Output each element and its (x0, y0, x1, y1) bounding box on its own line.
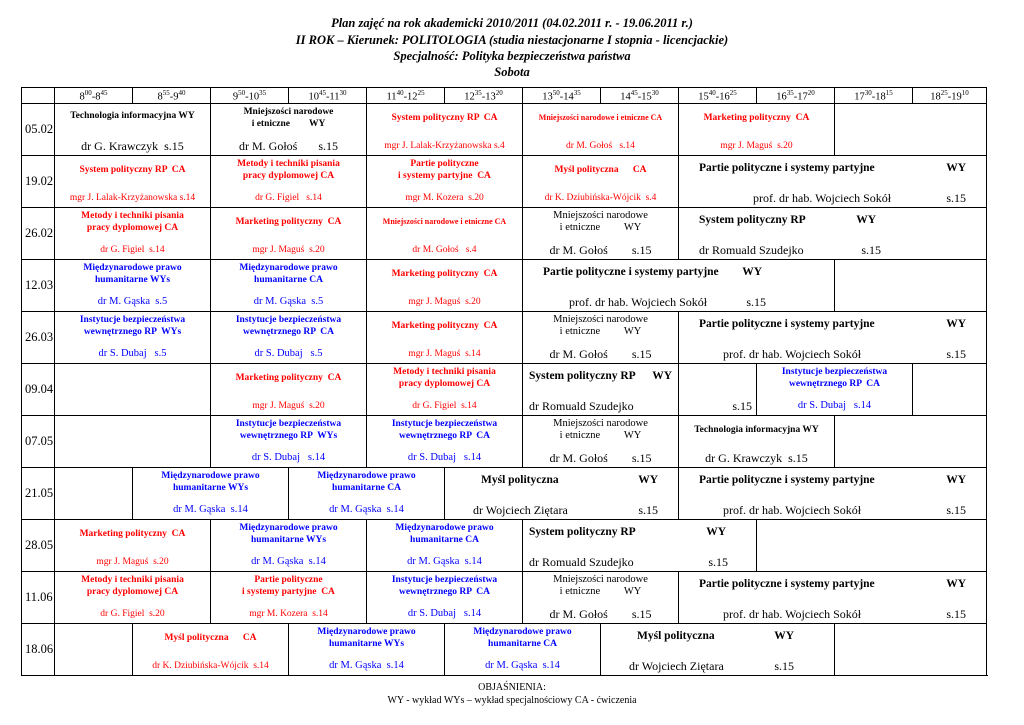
class-cell: Technologia informacyjna WY dr G. Krawczyk s.15 (55, 104, 211, 156)
class-cell: Myśl polityczna CA dr K. Dziubińska-Wójcik s.4 (523, 156, 679, 208)
empty-cell (835, 416, 987, 468)
class-cell: Marketing polityczny CA mgr J. Maguś s.20 (367, 260, 523, 312)
class-cell: Partie polityczne i systemy partyjne WY prof. dr hab. Wojciech Sokół s.15 (679, 572, 987, 624)
date-cell: 19.02 (22, 156, 55, 208)
time-header: $8^{55}-9^{40}$ (133, 88, 211, 104)
date-cell: 07.05 (22, 416, 55, 468)
class-cell: Marketing polityczny CA mgr J. Maguś s.20 (211, 208, 367, 260)
date-cell: 26.02 (22, 208, 55, 260)
class-cell: Mniejszości narodowe i etniczne WY dr M. Gołoś s.15 (523, 312, 679, 364)
empty-cell (913, 364, 987, 416)
class-cell: Metody i techniki pisania pracy dyplomowej CA dr G. Figiel s.14 (55, 208, 211, 260)
class-cell: Mniejszości narodowe i etniczne WY dr M. Gołoś s.15 (523, 572, 679, 624)
class-cell: Instytucje bezpieczeństwa wewnętrznego RP CA dr S. Dubaj s.5 (211, 312, 367, 364)
time-header: $13^{50}-14^{35}$ (523, 88, 601, 104)
class-cell: Partie polityczne i systemy partyjne WY prof. dr hab. Wojciech Sokół s.15 (679, 156, 987, 208)
class-cell: Międzynarodowe prawo humanitarne CA dr M. Gąska s.5 (211, 260, 367, 312)
class-cell: Międzynarodowe prawo humanitarne WYs dr M. Gąska s.14 (211, 520, 367, 572)
class-cell: Międzynarodowe prawo humanitarne CA dr M. Gąska s.14 (445, 624, 601, 676)
class-cell: Mniejszości narodowe i etniczne CA dr M. Gołoś s.14 (523, 104, 679, 156)
empty-cell (55, 364, 211, 416)
class-cell: s.15 (679, 364, 757, 416)
specialization: Specjalność: Polityka bezpieczeństwa państwa (393, 49, 631, 63)
class-cell: Mniejszości narodowe i etniczne WY dr M. Gołoś s.15 (523, 416, 679, 468)
legend-text: WY - wykład WYs – wykład specjalnościowy CA - ćwiczenia (387, 695, 637, 706)
table-row (22, 416, 987, 468)
class-cell: Mniejszości narodowe i etniczne WY dr M. Gołoś s.15 (523, 208, 679, 260)
class-cell: Marketing polityczny CA mgr J. Maguś s.20 (679, 104, 835, 156)
empty-cell (835, 624, 987, 676)
time-header: $10^{45}-11^{30}$ (289, 88, 367, 104)
course-info: II ROK – Kierunek: POLITOLOGIA (studia niestacjonarne I stopnia - licencjackie) (295, 33, 729, 47)
date-cell: 21.05 (22, 468, 55, 520)
time-header: $9^{50}-10^{35}$ (211, 88, 289, 104)
date-cell: 26.03 (22, 312, 55, 364)
time-header: $11^{40}-12^{25}$ (367, 88, 445, 104)
time-header: $18^{25}-19^{10}$ (913, 88, 987, 104)
class-cell: Mniejszości narodowe i etniczne CA dr M. Gołoś s.4 (367, 208, 523, 260)
class-cell: System polityczny RP WY dr Romuald Szudejko (523, 364, 679, 416)
class-cell: Technologia informacyjna WY dr G. Krawczyk s.15 (679, 416, 835, 468)
class-cell: System polityczny RP WY dr Romuald Szudejko s.15 (679, 208, 987, 260)
corner-cell (22, 88, 55, 104)
table-row (22, 624, 987, 676)
legend-title: OBJAŚNIENIA: (478, 682, 546, 693)
class-cell: Instytucje bezpieczeństwa wewnętrznego RP CA dr S. Dubaj s.14 (367, 572, 523, 624)
class-cell: Metody i techniki pisania pracy dyplomowej CA dr G. Figiel s.14 (211, 156, 367, 208)
time-header: $16^{35}-17^{20}$ (757, 88, 835, 104)
time-header: $14^{45}-15^{30}$ (601, 88, 679, 104)
date-cell: 12.03 (22, 260, 55, 312)
class-cell: Partie polityczne i systemy partyjne WY prof. dr hab. Wojciech Sokół s.15 (523, 260, 835, 312)
schedule-table (21, 87, 987, 676)
class-cell: Partie polityczne i systemy partyjne CA mgr M. Kozera s.14 (211, 572, 367, 624)
date-cell: 11.06 (22, 572, 55, 624)
table-row (22, 312, 987, 364)
class-cell: Marketing polityczny CA mgr J. Maguś s.20 (211, 364, 367, 416)
date-cell: 28.05 (22, 520, 55, 572)
day-label: Sobota (494, 65, 530, 79)
time-header-row (22, 88, 987, 104)
table-row (22, 364, 987, 416)
time-header: $12^{35}-13^{20}$ (445, 88, 523, 104)
date-cell: 18.06 (22, 624, 55, 676)
table-row (22, 208, 987, 260)
empty-cell (835, 260, 987, 312)
class-cell: Metody i techniki pisania pracy dyplomowej CA dr G. Figiel s.14 (367, 364, 523, 416)
table-row (22, 468, 987, 520)
class-cell: Międzynarodowe prawo humanitarne CA dr M. Gąska s.14 (289, 468, 445, 520)
class-cell: Międzynarodowe prawo humanitarne WYs dr M. Gąska s.14 (133, 468, 289, 520)
date-cell: 09.04 (22, 364, 55, 416)
class-cell: Partie polityczne i systemy partyjne WY prof. dr hab. Wojciech Sokół s.15 (679, 312, 987, 364)
table-row (22, 572, 987, 624)
class-cell: Instytucje bezpieczeństwa wewnętrznego RP CA dr S. Dubaj s.14 (757, 364, 913, 416)
empty-cell (757, 520, 987, 572)
class-cell: System polityczny RP WY dr Romuald Szudejko s.15 (523, 520, 757, 572)
time-header: $15^{40}-16^{25}$ (679, 88, 757, 104)
class-cell: System polityczny RP CA mgr J. Lalak-Krzyżanowska s.4 (367, 104, 523, 156)
class-cell: Marketing polityczny CA mgr J. Maguś s.14 (367, 312, 523, 364)
class-cell: System polityczny RP CA mgr J. Lalak-Krzyżanowska s.14 (55, 156, 211, 208)
time-header: $8^{00}-8^{45}$ (55, 88, 133, 104)
table-row (22, 260, 987, 312)
empty-cell (835, 104, 987, 156)
table-row (22, 520, 987, 572)
class-cell: Międzynarodowe prawo humanitarne WYs dr M. Gąska s.14 (289, 624, 445, 676)
class-cell: Instytucje bezpieczeństwa wewnętrznego RP WYs dr S. Dubaj s.5 (55, 312, 211, 364)
plan-title: Plan zajęć na rok akademicki 2010/2011 (04.02.2011 r. - 19.06.2011 r.) (331, 16, 693, 30)
class-cell: Międzynarodowe prawo humanitarne CA dr M. Gąska s.14 (367, 520, 523, 572)
class-cell: Instytucje bezpieczeństwa wewnętrznego RP WYs dr S. Dubaj s.14 (211, 416, 367, 468)
class-cell: Partie polityczne i systemy partyjne CA mgr M. Kozera s.20 (367, 156, 523, 208)
class-cell: Marketing polityczny CA mgr J. Maguś s.20 (55, 520, 211, 572)
empty-cell (55, 416, 211, 468)
class-cell: Międzynarodowe prawo humanitarne WYs dr M. Gąska s.5 (55, 260, 211, 312)
table-row (22, 156, 987, 208)
class-cell: Partie polityczne i systemy partyjne WY prof. dr hab. Wojciech Sokół s.15 (679, 468, 987, 520)
class-cell: Metody i techniki pisania pracy dyplomowej CA dr G. Figiel s.20 (55, 572, 211, 624)
empty-cell (55, 468, 133, 520)
class-cell: Myśl polityczna WY dr Wojciech Ziętara s.15 (601, 624, 835, 676)
class-cell: Mniejszości narodowe i etniczne WY dr M. Gołoś s.15 (211, 104, 367, 156)
time-header: $17^{30}-18^{15}$ (835, 88, 913, 104)
date-cell: 05.02 (22, 104, 55, 156)
empty-cell (55, 624, 133, 676)
class-cell: Myśl polityczna WY dr Wojciech Ziętara s.15 (445, 468, 679, 520)
class-cell: Myśl polityczna CA dr K. Dziubińska-Wójcik s.14 (133, 624, 289, 676)
table-row (22, 104, 987, 156)
class-cell: Instytucje bezpieczeństwa wewnętrznego RP CA dr S. Dubaj s.14 (367, 416, 523, 468)
